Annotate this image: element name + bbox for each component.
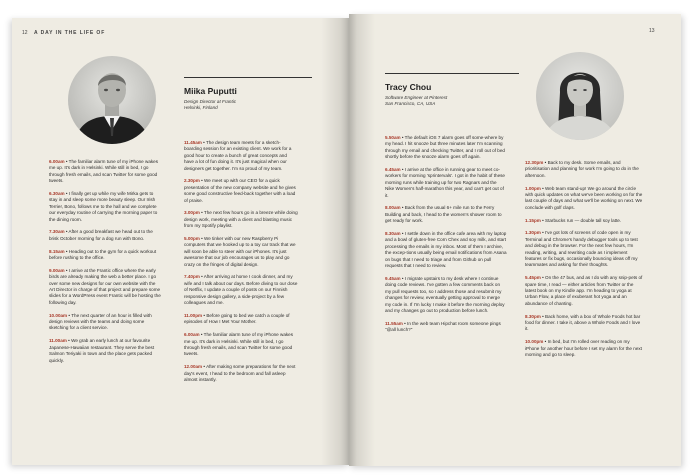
entry-time: 11.45am (184, 140, 202, 145)
entry-text: After arriving at home I cook dinner, and my wife and I talk about our days. Before diving to our dose of Netflix, I update a couple of posts on our Finnish responsive design gallery, a side-project by a few colleagues and me. (184, 274, 298, 306)
entry-text: The next quarter of an hour is filled with design reviews with the teams and doing some sketching for a client service. (49, 312, 152, 331)
entry-text: The default iOS 7 alarm goes off some-where by my head. I hit snooze but three minutes later I'm scanning through my email and checking Twitter, and I roll out of bed shortly before the snooze alarm goes off again. (385, 135, 505, 160)
entry-text: Back home, with a box of Whole Foods hot bar food for dinner. I take it, above a Whole Foods and I love it. (525, 313, 641, 332)
entry-time: 8.00am (385, 205, 401, 211)
entry-time: 10.00am (49, 312, 68, 318)
bullet-separator: • (202, 312, 207, 318)
timeline-entry (49, 249, 161, 262)
bullet-separator: • (67, 312, 72, 318)
timeline-entry (184, 236, 298, 268)
bullet-separator: • (199, 178, 205, 184)
entry-time: 8.30pm (525, 313, 541, 319)
bullet-separator: • (199, 274, 204, 280)
entry-text: I finally get up while my wife Mirka gets to stay in and sleep some more beauty sleep. Our Irish Terrier, Bono, follows me to the hall and we complete our everyday routine of carrying the morning paper to the dining room. (49, 191, 158, 222)
entry-text: After making some preparations for the next day's event, I head to the bedroom and fall asleep almost instantly. (184, 364, 296, 382)
timeline-entry (385, 205, 507, 224)
timeline-entry (525, 230, 643, 268)
bullet-separator: • (540, 275, 546, 281)
page-number: 13 (649, 28, 655, 34)
entry-text: I arrive at the office in running gear to meet co-workers for morning 'sprintervals'. I got in the habit of these morning runs while training up for two Ragnars and the Nike Women's half-marathon this year, and can't get out of it. (385, 167, 505, 198)
timeline-entry (184, 313, 298, 326)
entry-time: 6.00am (184, 332, 200, 338)
entry-time: 6.45am (385, 167, 401, 173)
entry-time: 11.00am (49, 338, 67, 344)
timeline-entry (49, 191, 161, 223)
bullet-separator: • (199, 236, 205, 242)
bullet-separator: • (400, 167, 405, 173)
entry-time: 10.00pm (525, 339, 544, 345)
timeline-entry (525, 339, 643, 358)
page-number: 12 (22, 30, 28, 36)
entry-time: 7.40pm (184, 274, 200, 280)
timeline-entry (525, 275, 643, 307)
entry-text: Back from the usual 6+ mile run to the Ferry Building and back, I head to the women's shower room to get ready for work. (385, 205, 502, 224)
entry-text: On the 47 bus, and as I do with any snip-pets of spare time, I read — either articles from Twitter or the latest book on my Kindle app. I'm heading to yoga at Urban Flow, a place of exuberant hot yoga and an abundance of chanting. (525, 275, 643, 306)
bullet-separator: • (66, 338, 72, 344)
timeline-entry (385, 135, 507, 161)
timeline-entry (184, 274, 298, 306)
timeline-column-1 (49, 159, 161, 370)
entry-text: In bed, but I'm rolled over reading on my iPhone for another hour before I set my alarm for the next morning and go to sleep. (525, 339, 642, 358)
profile-photo-tracy (536, 52, 624, 140)
entry-time: 8.15am (49, 248, 65, 254)
profile-photo-miika (68, 56, 156, 144)
profile-role (184, 99, 236, 112)
entry-text: Before going to bed we catch a couple of episodes of How I Met Your Mother. (184, 312, 290, 325)
entry-text: Back to my desk. Some emails, and prioritisation and planning for work I'm going to do in the afternoon. (525, 160, 639, 178)
bullet-separator: • (402, 320, 408, 326)
bullet-separator: • (202, 364, 207, 370)
entry-time: 5.45pm (525, 275, 541, 281)
timeline-entry (385, 231, 507, 269)
location-line: San Francisco, CA, USA (385, 101, 436, 107)
entry-text: The next few hours go in a breeze while doing design work, meeting with a client and blasting music from my Spotify playlist. (184, 210, 298, 229)
entry-time: 1.30pm (525, 230, 541, 236)
name-rule (385, 73, 519, 74)
timeline-entry (49, 313, 161, 332)
name-rule (184, 77, 312, 78)
timeline-entry (525, 218, 643, 224)
bullet-separator: • (199, 332, 204, 338)
bullet-separator: • (540, 230, 546, 236)
running-header: A DAY IN THE LIFE OF (34, 30, 106, 36)
entry-text: The familiar alarm tune of my iPhone wakes me up. It's dark in Helsinki. While still in bed, I go through fresh emails, and scan Twitter for some good tweets. (184, 332, 294, 357)
timeline-column-1 (385, 135, 507, 340)
entry-text: Web team stand-up! We go around the circle with quick updates on what we've been working on for the last couple of days and what we'll be working on next. We conclude with golf claps. (525, 185, 643, 210)
entry-text: In the web team Hipchat room someone pings "@all lunch?" (385, 320, 501, 333)
location-line: Helsinki, Finland (184, 105, 218, 111)
entry-text: Starbucks run — double tall soy latte. (545, 217, 622, 223)
entry-text: The familiar alarm tune of my iPhone wakes me up. It's dark in Helsinki. While still in bed, I go through fresh emails, and scan Twitter for some good tweets. (49, 159, 159, 184)
entry-text: I've got lots of screens of code open in my Terminal and Chrome's handy debugger tools up to test and debug in the browser. For the next few hours, I'm reading, writing, and rewriting code as I implement features or fix bugs, occasionally bouncing ideas off my teammates and asking for their thoughts. (525, 230, 638, 268)
timeline-entry (184, 210, 298, 229)
right-page (349, 14, 681, 466)
entry-text: After a good breakfast we head out to the brisk October morning for a dog run with Bono. (49, 229, 153, 241)
entry-text: I arrive at the Frantic office where the early birds are already making the web a better place. I go over some new designs for our own website with the Art Director in charge of that project and prepare some slides for a WordPress event Frantic will be hosting the following day. (49, 267, 161, 305)
bullet-separator: • (64, 248, 69, 254)
entry-time: 12.30pm (525, 160, 544, 165)
entry-time: 12.00am (184, 364, 203, 370)
profile-name: Miika Puputti (184, 86, 237, 96)
entry-text: Heading out to the gym for a quick workout before rushing to the office. (49, 248, 157, 261)
timeline-entry (184, 332, 298, 358)
entry-text: The design team meets for a sketch-boarding session for an existing client. We work for a good hour to create a bunch of great concepts and have a lot of fun doing it. It's just magical when our designers get together. I'm so proud of my team. (184, 140, 292, 171)
bullet-separator: • (201, 140, 206, 145)
entry-time: 6.30am (49, 191, 65, 197)
entry-time: 1.15pm (525, 217, 541, 223)
timeline-entry (385, 167, 507, 199)
timeline-column-2 (525, 160, 643, 365)
entry-time: 6.00am (49, 159, 65, 164)
role-line: Software Engineer at Pinterest (385, 95, 448, 100)
bullet-separator: • (64, 191, 69, 197)
entry-time: 11.55am (385, 320, 403, 326)
bullet-separator: • (64, 229, 69, 235)
entry-time: 5.00pm (184, 236, 200, 242)
bullet-separator: • (543, 339, 548, 345)
bullet-separator: • (540, 313, 546, 319)
entry-text: We grab an early lunch at our favourite Japanese-Hawaiian restaurant. They serve the best Salmon Teriyaki in town and the place gets packed quickly. (49, 338, 155, 363)
entry-time: 9.00am (49, 267, 65, 273)
entry-text: We tinker with our new Raspberry Pi computers that we hooked up to a toy car track that we will soon be able to steer with our iPhones. It's just awesome that our job encourages us to play and go crazy on the fringes of digital design. (184, 236, 296, 267)
entry-text: We meet up with our CEO for a quick presentation of the new company website and he gives some good constructive feed-back together with a load of praise. (184, 178, 296, 203)
bullet-separator: • (400, 135, 405, 140)
timeline-entry (49, 229, 161, 242)
bullet-separator: • (543, 160, 548, 165)
bullet-separator: • (64, 159, 69, 164)
timeline-entry (385, 321, 507, 334)
entry-time: 3.00pm (184, 210, 200, 216)
timeline-entry (385, 276, 507, 314)
bullet-separator: • (199, 210, 204, 216)
timeline-entry (184, 178, 298, 204)
entry-time: 11.00pm (184, 312, 203, 318)
timeline-entry (184, 140, 298, 172)
profile-name: Tracy Chou (385, 82, 432, 92)
role-line: Design Director at Frantic (184, 99, 237, 104)
entry-time: 7.30am (49, 229, 65, 235)
timeline-entry (525, 186, 643, 212)
left-page (12, 18, 349, 465)
bullet-separator: • (400, 275, 405, 281)
entry-time: 9.45am (385, 275, 401, 281)
timeline-entry (525, 314, 643, 333)
timeline-column-2 (184, 140, 298, 390)
timeline-entry (49, 159, 161, 185)
entry-time: 2.30pm (184, 178, 200, 184)
bullet-separator: • (400, 205, 405, 211)
timeline-entry (49, 268, 161, 306)
entry-time: 5.50am (385, 135, 401, 140)
timeline-entry (49, 338, 161, 364)
bullet-separator: • (64, 267, 69, 273)
bullet-separator: • (540, 185, 546, 191)
entry-time: 8.30am (385, 231, 401, 237)
entry-text: I settle down in the office cafe area with my laptop and a bowl of gluten-free Corn Chex and soy milk, and start processing the emails in my inbox. Most of them I archive, the excep-tions usually being email notifications from Asana on bugs that I need to triage and from Github on pull requests that I need to review. (385, 231, 507, 269)
entry-text: I migrate upstairs to my desk where I continue doing code reviews. I've gotten a few comments back on my pull requests too, so I address those and resubmit my changes for review, eventually getting approval to merge my code in. If I'm lucky I make it before the morning deploy and my changes go out to production before lunch. (385, 275, 505, 313)
profile-role (385, 95, 447, 108)
bullet-separator: • (540, 217, 546, 223)
entry-time: 1.00pm (525, 185, 541, 191)
timeline-entry (184, 364, 298, 383)
timeline-entry (525, 160, 643, 179)
bullet-separator: • (400, 231, 405, 237)
